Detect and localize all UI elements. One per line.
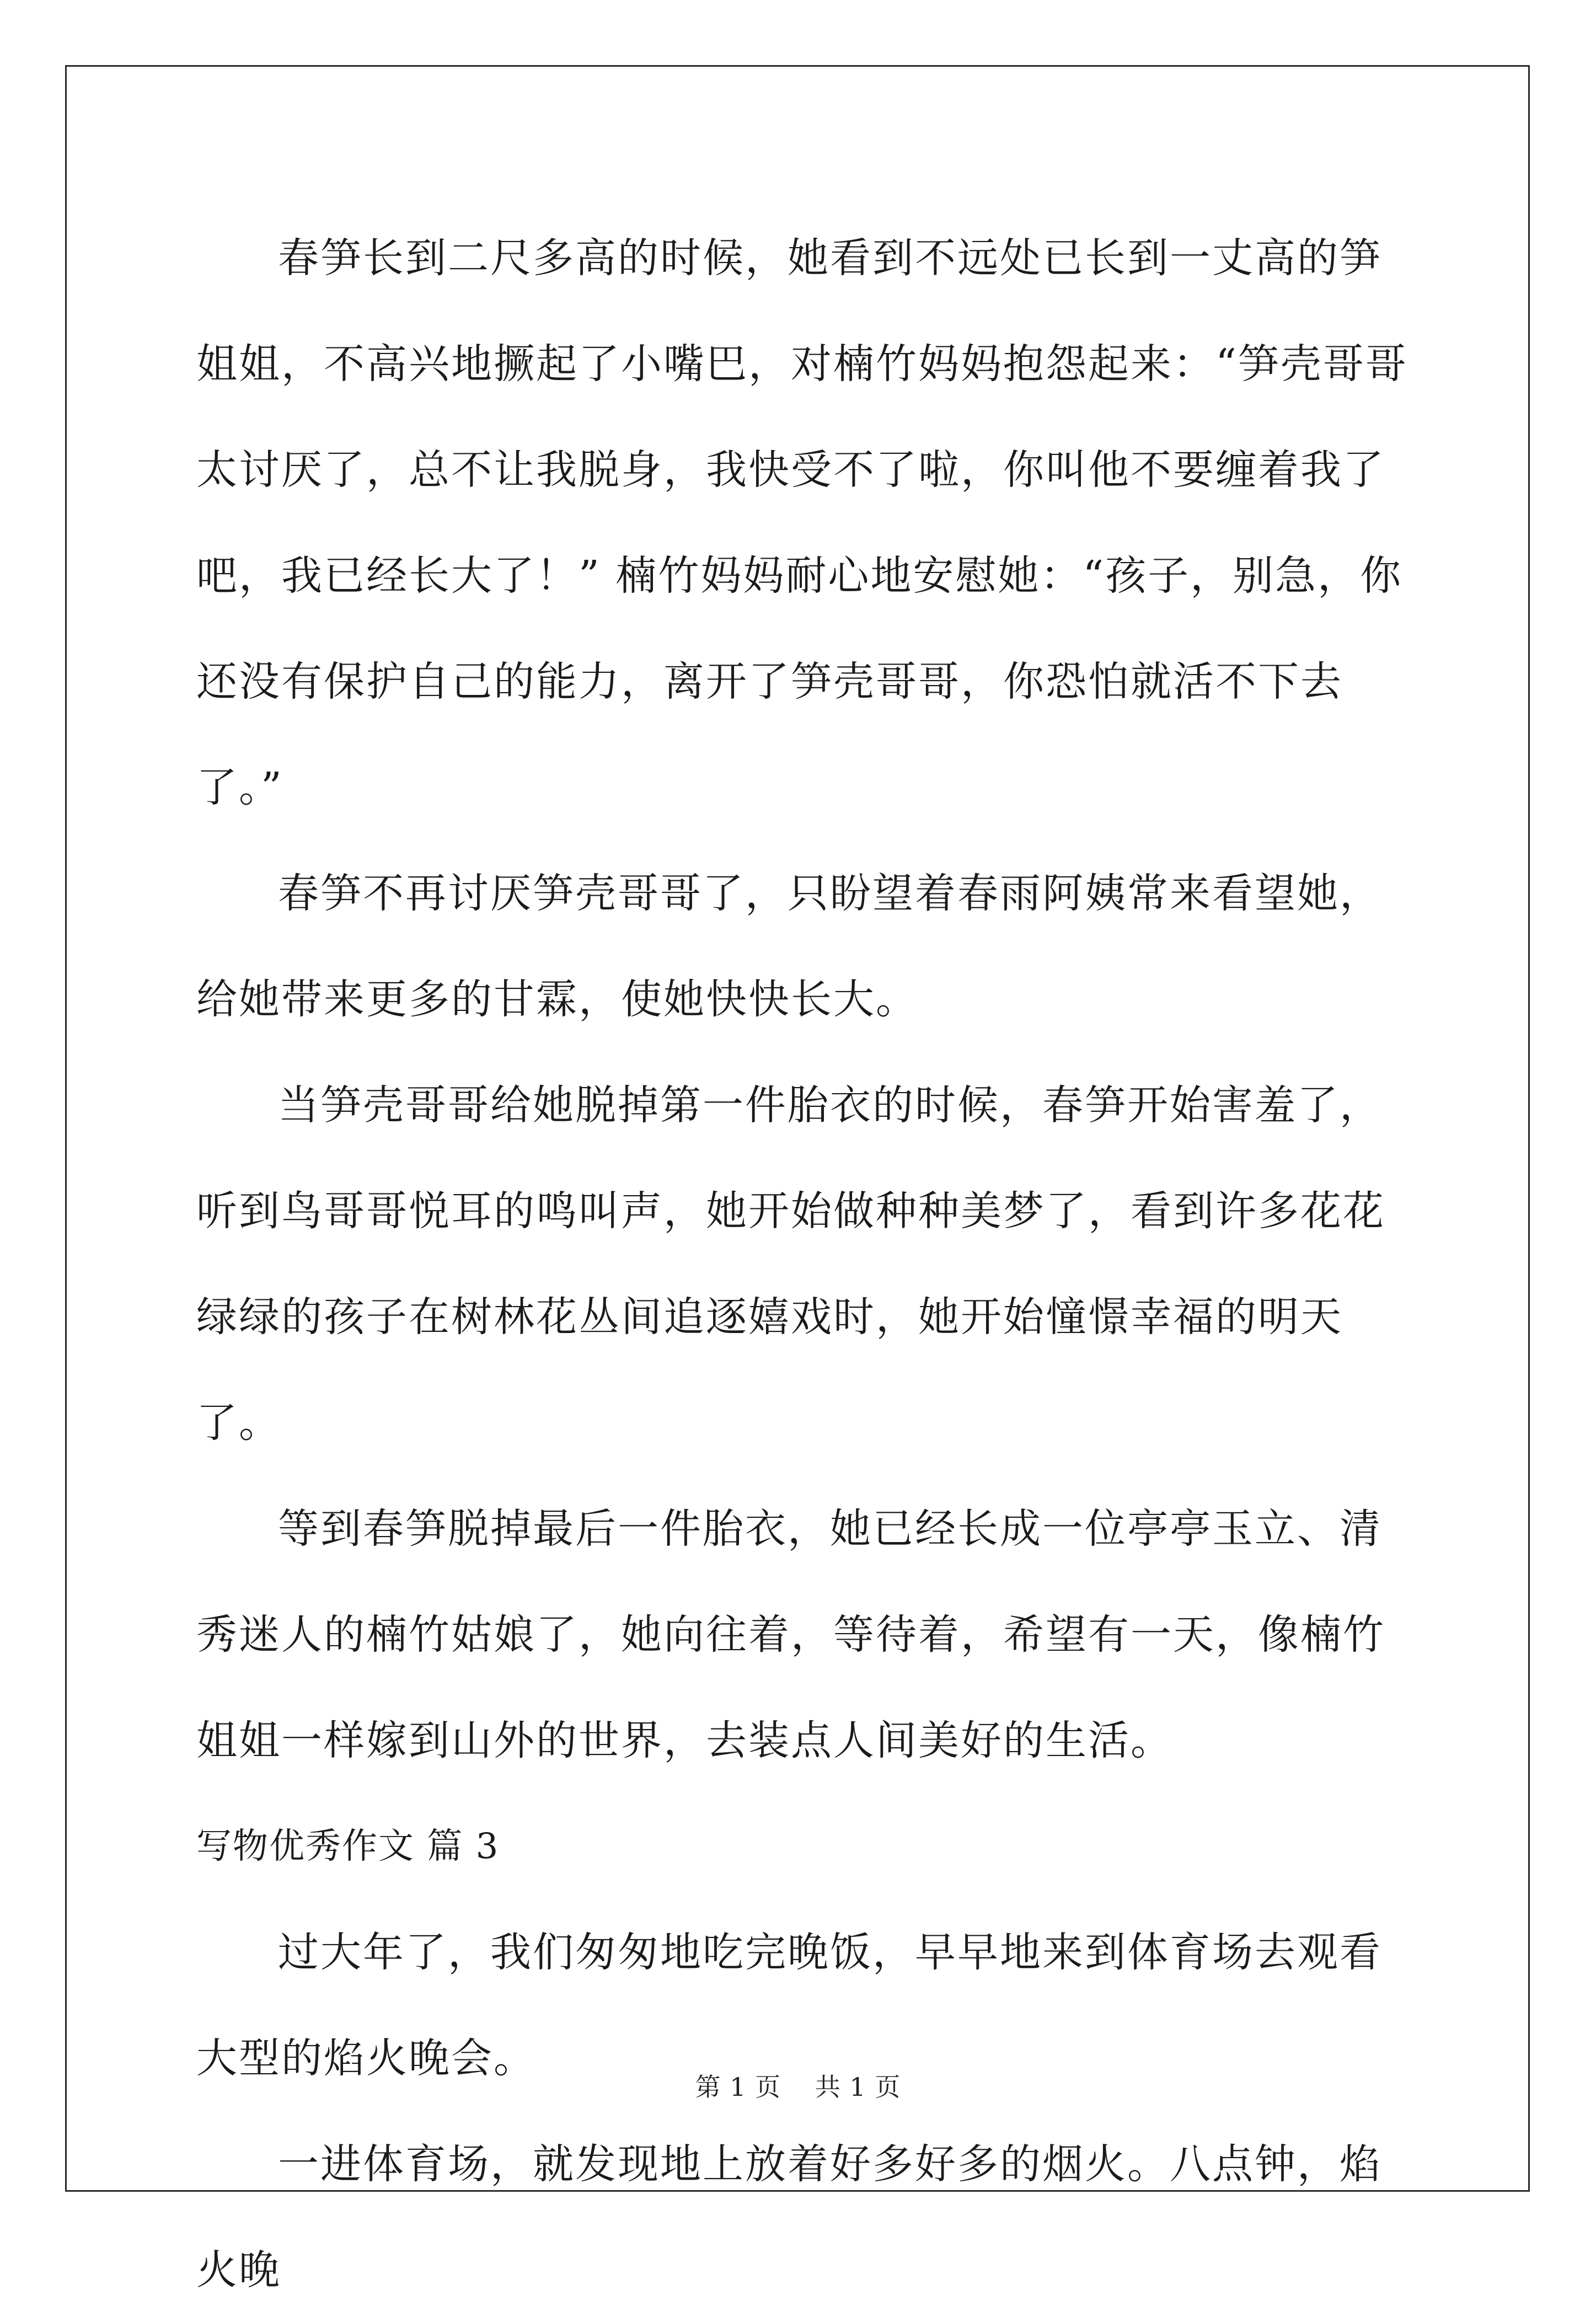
paragraph-1: 春笋长到二尺多高的时候，她看到不远处已长到一丈高的笋姐姐，不高兴地撅起了小嘴巴，对楠竹妈妈抱怨起来：“笋壳哥哥太讨厌了，总不让我脱身，我快受不了啦，你叫他不要缠着我了吧，我已经长大了！” 楠竹妈妈耐心地安慰她：“孩子，别急，你还没有保护自己的能力，离开了笋壳哥哥，你恐怕就活不下去了。”: [196, 234, 1408, 811]
page-number-total: 共 1 页: [815, 2072, 901, 2102]
document-body: [196, 205, 1412, 2323]
section-heading: 写物优秀作文 篇 3: [196, 1826, 500, 1867]
paragraph-4: 等到春笋脱掉最后一件胎衣，她已经长成一位亭亭玉立、清秀迷人的楠竹姑娘了，她向往着，等待着，希望有一天，像楠竹姐姐一样嫁到山外的世界，去装点人间美好的生活。: [196, 1505, 1385, 1764]
page-number-current: 第 1 页: [695, 2072, 781, 2102]
paragraph-2: 春笋不再讨厌笋壳哥哥了，只盼望着春雨阿姨常来看望她，给她带来更多的甘霖，使她快快长大。: [196, 870, 1382, 1023]
page-footer: [0, 2067, 1596, 2103]
paragraph-6: 一进体育场，就发现地上放着好多好多的烟火。八点钟，焰火晚: [196, 2140, 1382, 2294]
paragraph-3: 当笋壳哥哥给她脱掉第一件胎衣的时候，春笋开始害羞了，听到鸟哥哥悦耳的鸣叫声，她开始做种种美梦了，看到许多花花绿绿的孩子在树林花丛间追逐嬉戏时，她开始憧憬幸福的明天了。: [196, 1082, 1385, 1447]
paragraph-5: 过大年了，我们匆匆地吃完晚饭，早早地来到体育场去观看大型的焰火晚会。: [196, 1929, 1382, 2082]
